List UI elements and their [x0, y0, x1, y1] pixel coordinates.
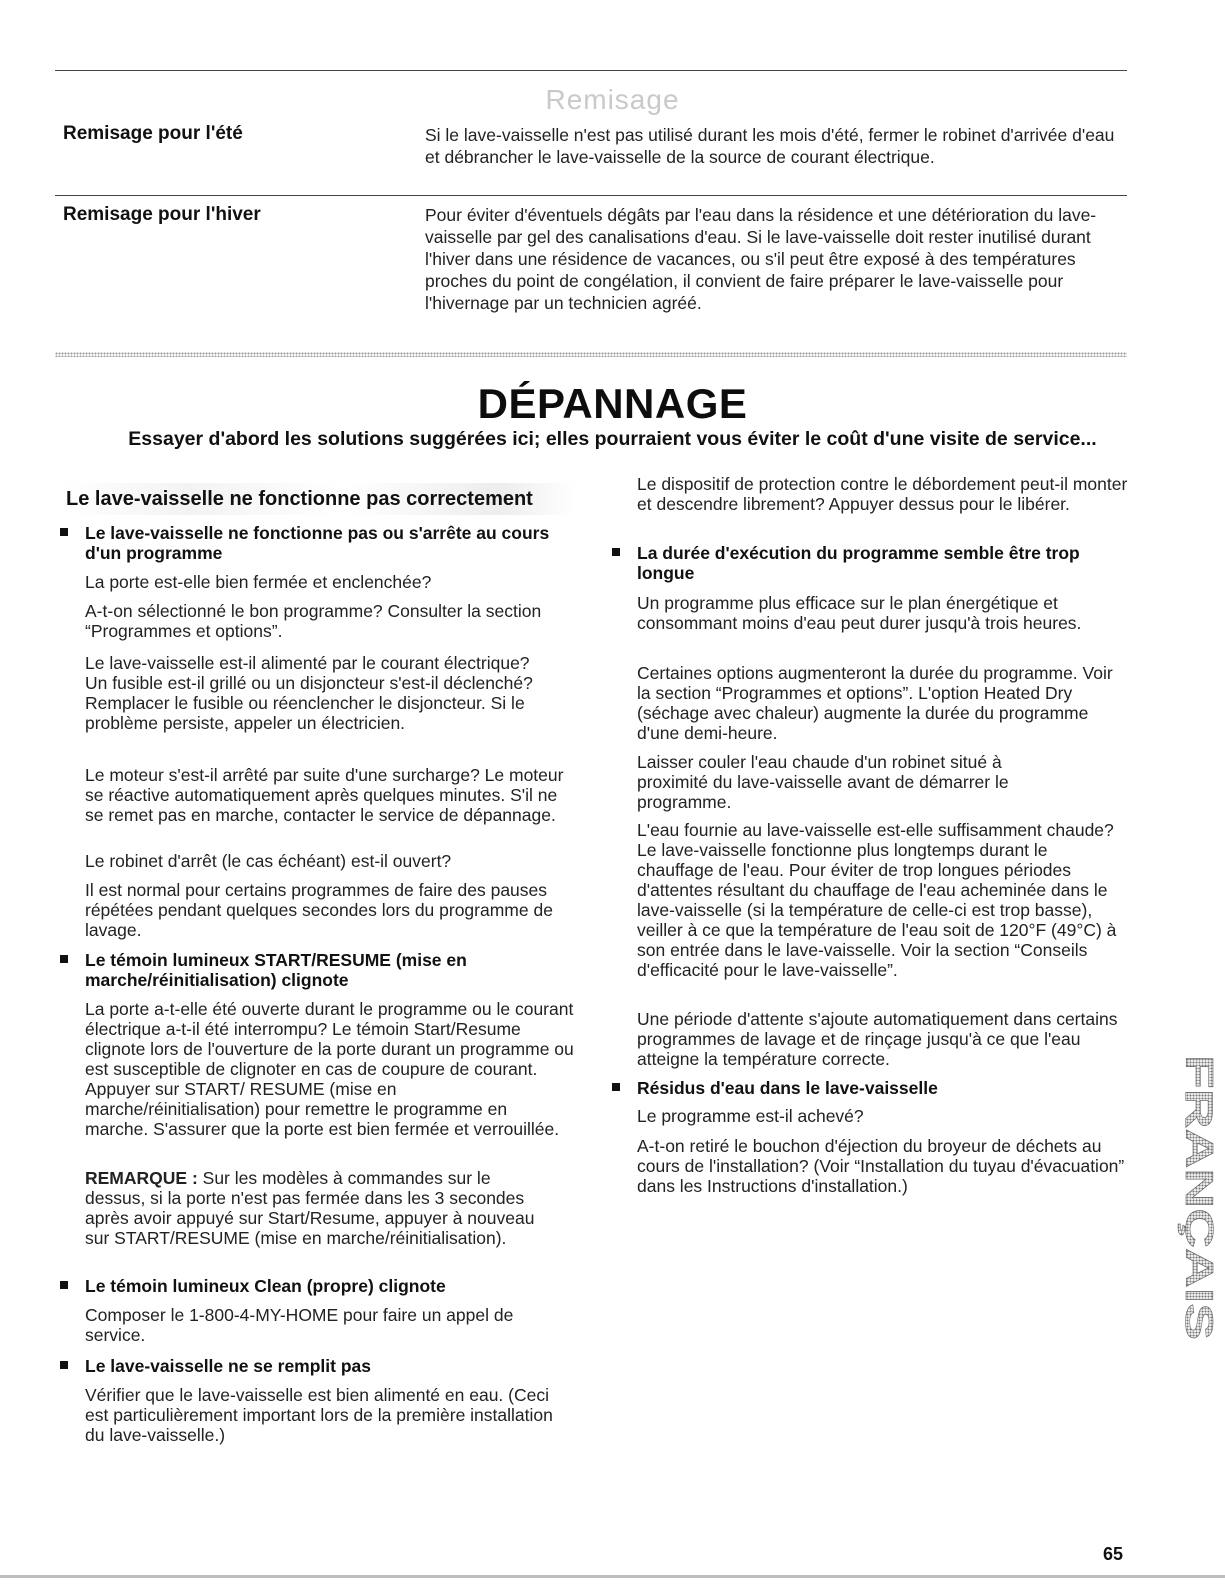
- bullet-icon: [612, 548, 620, 556]
- trouble-item: [612, 1078, 1132, 1228]
- section-separator: [55, 352, 1127, 357]
- bullet-icon: [612, 1083, 620, 1091]
- paragraph: La porte a-t-elle été ouverte durant le programme ou le courant électrique a-t-il été interrompu? Le témoin Start/Resume clignote lors de l'ouverture de la porte durant un programme ou est susceptible de clignoter en cas de coupure de courant. Appuyer sur START/ RESUME (mise en marche/réinitialisation) pour remettre le programme en marche. S'assurer que la porte est bien fermée et verrouillée.: [85, 999, 574, 1139]
- top-rule: [55, 70, 1127, 71]
- paragraph: Il est normal pour certains programmes de faire des pauses répétées pendant quelques secondes lors du programme de lavage.: [85, 880, 553, 940]
- note-paragraph: [85, 1168, 555, 1248]
- section-heading: Le lave-vaisselle ne fonctionne pas correctement: [62, 483, 576, 515]
- bullet-icon: [60, 955, 68, 963]
- paragraph: La porte est-elle bien fermée et enclenchée?: [85, 572, 432, 592]
- paragraph: Le moteur s'est-il arrêté par suite d'une surcharge? Le moteur se réactive automatiquement après quelques minutes. S'il ne se remet pas en marche, contacter le service de dépannage.: [85, 765, 564, 825]
- language-side-tab: [1150, 1055, 1220, 1340]
- bottom-edge: [0, 1575, 1225, 1578]
- page-title: DÉPANNAGE: [477, 380, 748, 427]
- trouble-item-title: Le témoin lumineux Clean (propre) clignote: [85, 1276, 446, 1296]
- storage-divider: [55, 195, 1127, 196]
- paragraph: Le dispositif de protection contre le débordement peut-il monter et descendre librement? Appuyer dessus pour le libérer.: [637, 474, 1128, 514]
- trouble-item-title: Le lave-vaisselle ne fonctionne pas ou s'arrête au cours d'un programme: [85, 523, 550, 563]
- winter-storage-label: Remisage pour l'hiver: [63, 204, 261, 225]
- trouble-item: [612, 543, 1132, 1073]
- bullet-icon: [60, 1281, 68, 1289]
- trouble-item-title: Le témoin lumineux START/RESUME (mise en marche/réinitialisation) clignote: [85, 950, 467, 990]
- winter-storage-text: Pour éviter d'éventuels dégâts par l'eau dans la résidence et une détérioration du lave-vaisselle par gel des canalisations d'eau. Si le lave-vaisselle doit rester inutilisé durant l'hiver dans une résidence de vacances, ou s'il peut être exposé à des températures proches du point de congélation, il convient de faire préparer le lave-vaisselle pour l'hivernage par un technicien agréé.: [425, 205, 1097, 313]
- paragraph: Certaines options augmenteront la durée du programme. Voir la section “Programmes et options”. L'option Heated Dry (séchage avec chaleur) augmente la durée du programme d'une demi-heure.: [637, 663, 1113, 743]
- paragraph: Une période d'attente s'ajoute automatiquement dans certains programmes de lavage et de rinçage jusqu'à ce que l'eau atteigne la température correcte.: [637, 1009, 1118, 1069]
- paragraph: Vérifier que le lave-vaisselle est bien alimenté en eau. (Ceci est particulièrement important lors de la première installation du lave-vaisselle.): [85, 1385, 553, 1445]
- paragraph: Laisser couler l'eau chaude d'un robinet situé à proximité du lave-vaisselle avant de démarrer le programme.: [637, 752, 1009, 812]
- paragraph: A-t-on retiré le bouchon d'éjection du broyeur de déchets au cours de l'installation? (Voir “Installation du tuyau d'évacuation” dans les Instructions d'installation.): [637, 1136, 1125, 1196]
- bullet-icon: [60, 528, 68, 536]
- language-side-tab-graphic: [1150, 1055, 1220, 1340]
- trouble-item: [60, 523, 575, 963]
- paragraph: Le programme est-il achevé?: [637, 1106, 864, 1126]
- trouble-item-title: Le lave-vaisselle ne se remplit pas: [85, 1356, 371, 1376]
- paragraph: Composer le 1-800-4-MY-HOME pour faire un appel de service.: [85, 1305, 514, 1345]
- page-subtitle: Essayer d'abord les solutions suggérées ici; elles pourraient vous éviter le coût d'une visite de service...: [128, 428, 1097, 450]
- bullet-icon: [60, 1361, 68, 1369]
- note-label: REMARQUE :: [85, 1168, 198, 1188]
- note-text: Sur les modèles à commandes sur le dessus, si la porte n'est pas fermée dans les 3 secondes après avoir appuyé sur Start/Resume, appuyer à nouveau sur START/RESUME (mise en marche/réinitialisation).: [85, 1168, 535, 1248]
- trouble-item-title: Résidus d'eau dans le lave-vaisselle: [637, 1078, 938, 1098]
- page-number: 65: [1102, 1544, 1123, 1564]
- paragraph: Le robinet d'arrêt (le cas échéant) est-il ouvert?: [85, 851, 452, 871]
- paragraph: Un programme plus efficace sur le plan énergétique et consommant moins d'eau peut durer jusqu'à trois heures.: [637, 593, 1082, 633]
- storage-section-title: Remisage: [545, 84, 680, 115]
- paragraph: A-t-on sélectionné le bon programme? Consulter la section “Programmes et options”.: [85, 601, 542, 641]
- trouble-item: [60, 1276, 575, 1346]
- summer-storage-text: Si le lave-vaisselle n'est pas utilisé durant les mois d'été, fermer le robinet d'arrivée d'eau et débrancher le lave-vaisselle de la source de courant électrique.: [425, 125, 1115, 167]
- paragraph: Le lave-vaisselle est-il alimenté par le courant électrique? Un fusible est-il grillé ou un disjoncteur s'est-il déclenché? Remplacer le fusible ou réenclencher le disjoncteur. Si le problème persiste, appeler un électricien.: [85, 653, 533, 733]
- side-tab-text: FRANÇAIS: [1177, 1055, 1220, 1257]
- paragraph: L'eau fournie au lave-vaisselle est-elle suffisamment chaude? Le lave-vaisselle fonctionne plus longtemps durant le chauffage de l'eau. Pour éviter de trop longues périodes d'attentes résultant du chauffage de l'eau acheminée dans le lave-vaisselle (si la température de celle-ci est trop basse), veiller à ce que la température de l'eau soit de 120°F (49°C) à son entrée dans le lave-vaisselle. Voir la section “Conseils d'efficacité pour le lave-vaisselle”.: [637, 820, 1117, 980]
- trouble-item: [60, 950, 575, 1270]
- summer-storage-label: Remisage pour l'été: [63, 123, 243, 144]
- trouble-item: [60, 1356, 575, 1446]
- trouble-item-title: La durée d'exécution du programme semble être trop longue: [637, 543, 1080, 583]
